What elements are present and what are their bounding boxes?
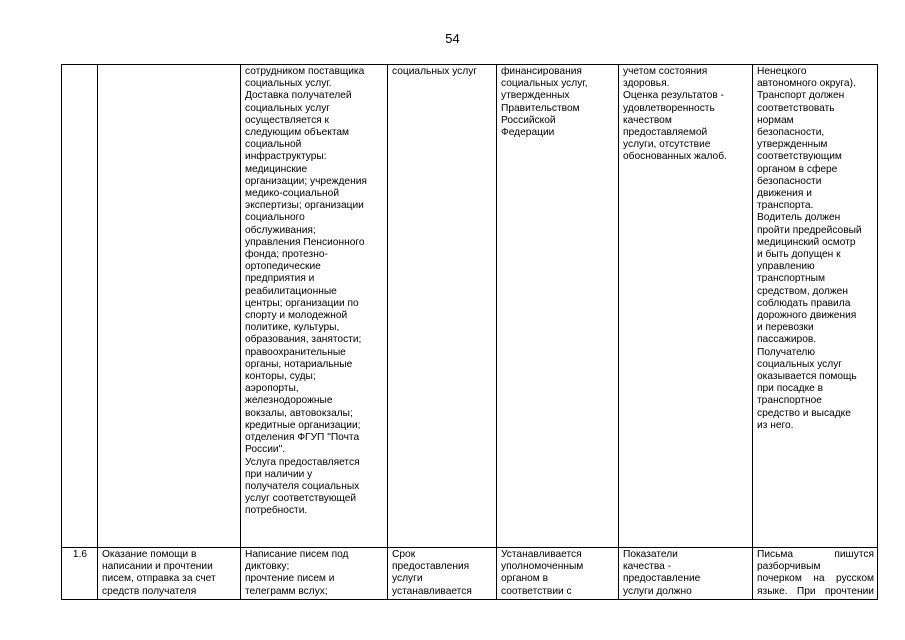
table-row-1-6: [62, 548, 878, 600]
cell-quality-indicators: учетом состояния здоровья. Оценка результатов - удовлетворенность качеством предоставляемой услуги, отсутствие обоснованных жалоб.: [619, 65, 753, 548]
services-table: [61, 64, 878, 600]
cell-conditions: Письма пишутся разборчивым почерком на русском языке. При прочтении: [753, 548, 878, 600]
page-number: 54: [445, 31, 460, 46]
table-row-continuation: [62, 65, 878, 548]
cell-service-term: социальных услуг: [388, 65, 497, 548]
cell-number: 1.6: [62, 548, 98, 600]
cell-number: [62, 65, 98, 548]
cell-quality-indicators: Показатели качества - предоставление услуги должно: [619, 548, 753, 600]
cell-financing: Устанавливается уполномоченным органом в соответствии с: [497, 548, 619, 600]
cell-service-name: Оказание помощи в написании и прочтении писем, отправка за счет средств получателя: [98, 548, 241, 600]
cell-service-name: [98, 65, 241, 548]
cell-service-content: Написание писем под диктовку; прочтение писем и телеграмм вслух;: [241, 548, 388, 600]
cell-service-term: Срок предоставления услуги устанавливается: [388, 548, 497, 600]
cell-conditions: Ненецкого автономного округа). Транспорт должен соответствовать нормам безопасности, утвержденным соответствующим органом в сфере безопасности движения и транспорта. Водитель должен пройти предрейсовый медицинский осмотр и быть допущен к управлению транспортным средством, должен соблюдать правила дорожного движения и перевозки пассажиров. Получателю социальных услуг оказывается помощь при посадке в транспортное средство и высадке из него.: [753, 65, 878, 548]
cell-financing: финансирования социальных услуг, утвержденных Правительством Российской Федерации: [497, 65, 619, 548]
cell-service-content: сотрудником поставщика социальных услуг. Доставка получателей социальных услуг осуществляется к следующим объектам социальной инфраструктуры: медицинские организации; учреждения медико-социальной экспертизы; организации социального обслуживания; управления Пенсионного фонда; протезно- ортопедические предприятия и реабилитационные центры; организации по спорту и молодежной политике, культуры, образования, занятости; правоохранительные органы, нотариальные конторы, суды; аэропорты, железнодорожные вокзалы, автовокзалы; кредитные организации; отделения ФГУП "Почта России". Услуга предоставляется при наличии у получателя социальных услуг соответствующей потребности.: [241, 65, 388, 548]
